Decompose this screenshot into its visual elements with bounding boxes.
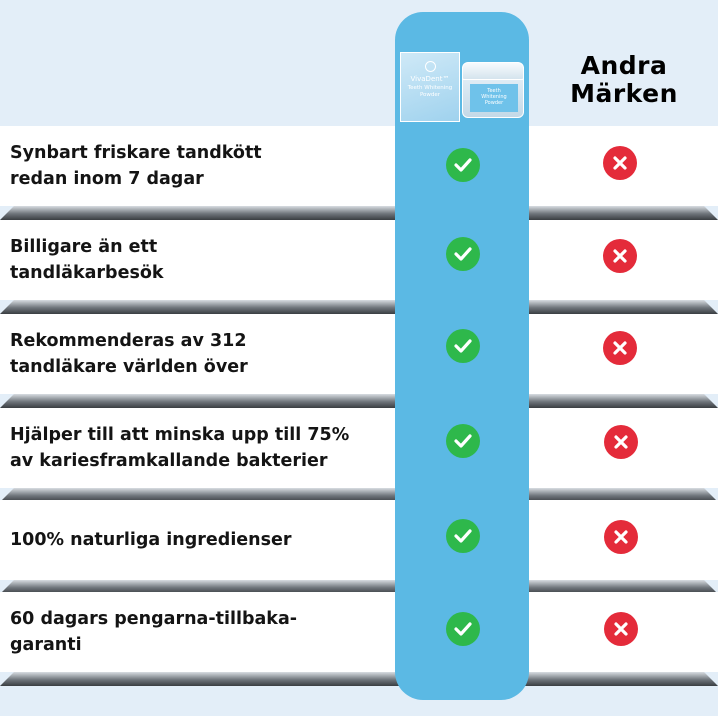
row-divider bbox=[0, 300, 718, 314]
check-circle-icon bbox=[446, 519, 480, 553]
check-circle-icon bbox=[446, 148, 480, 182]
x-circle-icon bbox=[604, 520, 638, 554]
row-label: Rekommenderas av 312 tandläkare världen över bbox=[10, 331, 248, 377]
jar-label-text: Teeth Whitening Powder bbox=[481, 88, 507, 106]
row-label: Synbart friskare tandkött redan inom 7 dagar bbox=[10, 143, 262, 189]
row-divider bbox=[0, 672, 718, 686]
check-circle-icon bbox=[446, 612, 480, 646]
x-circle-icon bbox=[604, 425, 638, 459]
check-circle-icon bbox=[446, 237, 480, 271]
brand-logo-icon bbox=[425, 61, 436, 72]
jar-lid bbox=[462, 62, 524, 80]
box-subtitle-text: Teeth Whitening Powder bbox=[407, 85, 453, 98]
product-image bbox=[400, 44, 530, 122]
row-label: 60 dagars pengarna-tillbaka- garanti bbox=[10, 609, 298, 655]
box-brand-text: VivaDent™ bbox=[410, 75, 450, 83]
x-circle-icon bbox=[603, 331, 637, 365]
row-label: 100% naturliga ingredienser bbox=[10, 530, 292, 550]
competitor-heading: Andra Märken bbox=[570, 51, 678, 108]
check-circle-icon bbox=[446, 424, 480, 458]
row-divider bbox=[0, 206, 718, 220]
x-circle-icon bbox=[604, 612, 638, 646]
x-circle-icon bbox=[603, 239, 637, 273]
row-label: Hjälper till att minska upp till 75% av kariesframkallande bakterier bbox=[10, 425, 350, 471]
x-circle-icon bbox=[603, 146, 637, 180]
row-divider bbox=[0, 394, 718, 408]
product-box bbox=[400, 52, 460, 122]
row-label: Billigare än ett tandläkarbesök bbox=[10, 237, 164, 283]
check-circle-icon bbox=[446, 329, 480, 363]
